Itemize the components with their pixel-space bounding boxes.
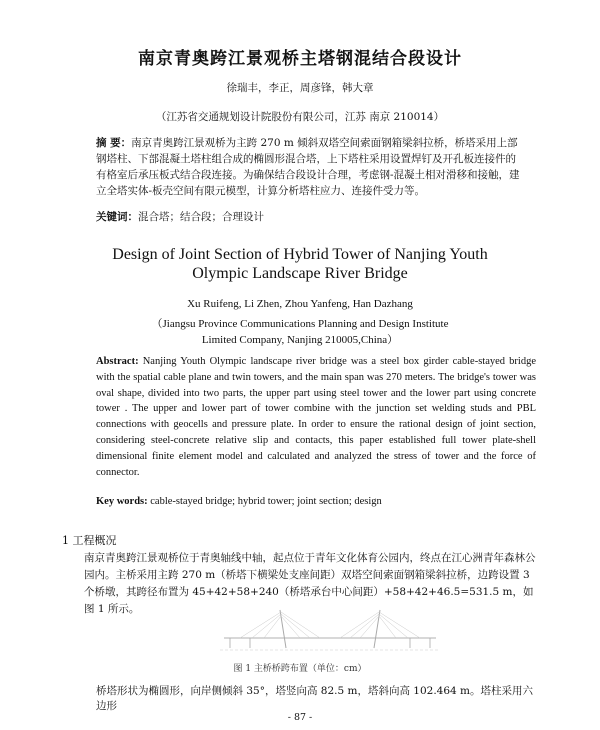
english-affiliation [0, 316, 600, 348]
english-keywords-text: cable-stayed bridge; hybrid tower; joint section; design [147, 496, 382, 507]
english-abstract-label: Abstract: [96, 356, 139, 367]
english-abstract [96, 354, 536, 480]
chinese-keywords [96, 209, 526, 224]
section-heading: 1 工程概况 [62, 534, 117, 547]
chinese-keywords-text: 混合塔；结合段；合理设计 [138, 211, 264, 223]
chinese-abstract [96, 135, 526, 199]
bridge-elevation-figure [220, 604, 440, 656]
stay-cables [240, 612, 420, 638]
english-abstract-text: Nanjing Youth Olympic landscape river bridge was a steel box girder cable-stayed bridge with the spatial cable plane and twin towers, and the main span was 270 meters. The bridge's tower was oval shape, divided into two parts, the upper part using steel tower and the lower part using concrete tower . The upper and lower part of tower combine with the junction set welding studs and PBL connections with geocells and pressure plate. In order to ensure the rational design of joint section, considering steel-concrete relative slip and contacts, this paper established full tower plate-shell dimensional finite element model and calculated and analyzed the stress of tower and the force of connector. [96, 356, 536, 478]
chinese-affiliation: （江苏省交通规划设计院股份有限公司，江苏 南京 210014） [155, 111, 445, 123]
piers [230, 638, 430, 648]
page-number: - 87 - [287, 712, 313, 723]
english-affiliation-line-1: （Jiangsu Province Communications Planning and Design Institute [151, 318, 449, 330]
body-paragraph-2: 桥塔形状为椭圆形，向岸侧倾斜 35°，塔竖向高 82.5 m，塔斜向高 102.464 m。塔柱采用六边形 [96, 685, 534, 712]
english-keywords [96, 496, 536, 507]
chinese-authors: 徐瑞丰，李正，周彦锋，韩大章 [226, 82, 374, 94]
english-authors: Xu Ruifeng, Li Zhen, Zhou Yanfeng, Han Dazhang [187, 298, 413, 310]
chinese-abstract-label: 摘 要： [96, 137, 132, 149]
chinese-keywords-label: 关键词： [96, 211, 138, 223]
chinese-title: 南京青奥跨江景观桥主塔钢混结合段设计 [138, 49, 462, 69]
english-title-line-1: Design of Joint Section of Hybrid Tower of Nanjing Youth [112, 246, 488, 263]
body-paragraph-1: 南京青奥跨江景观桥位于青奥轴线中轴，起点位于青年文化体育公园内，终点在江心洲青年森林公园内。主桥采用主跨 270 m（桥塔下横梁处支座间距）双塔空间索面钢箱梁斜拉桥，边跨设置 3 个桥墩，其跨径布置为 45+42+58+240（桥塔承台中心间距）+58+42+46.5=531.5 m，如图 1 所示。 [84, 552, 536, 615]
english-title [0, 245, 600, 283]
english-title-line-2: Olympic Landscape River Bridge [192, 265, 408, 282]
english-affiliation-line-2: Limited Company, Nanjing 210005,China） [201, 334, 399, 346]
chinese-abstract-text: 南京青奥跨江景观桥为主跨 270 m 倾斜双塔空间索面钢箱梁斜拉桥，桥塔采用上部钢塔柱、下部混凝土塔柱组合成的椭圆形混合塔，上下塔柱采用设置焊钉及开孔板连接件的有格室后承压板式结合段连接。为确保结合段设计合理，考虑钢-混凝土相对滑移和接触，建立全塔实体-板壳空间有限元模型，计算分析塔柱应力、连接件受力等。 [96, 137, 520, 197]
figure-caption: 图 1 主桥桥跨布置（单位：cm） [233, 664, 367, 674]
english-keywords-label: Key words: [96, 496, 148, 507]
